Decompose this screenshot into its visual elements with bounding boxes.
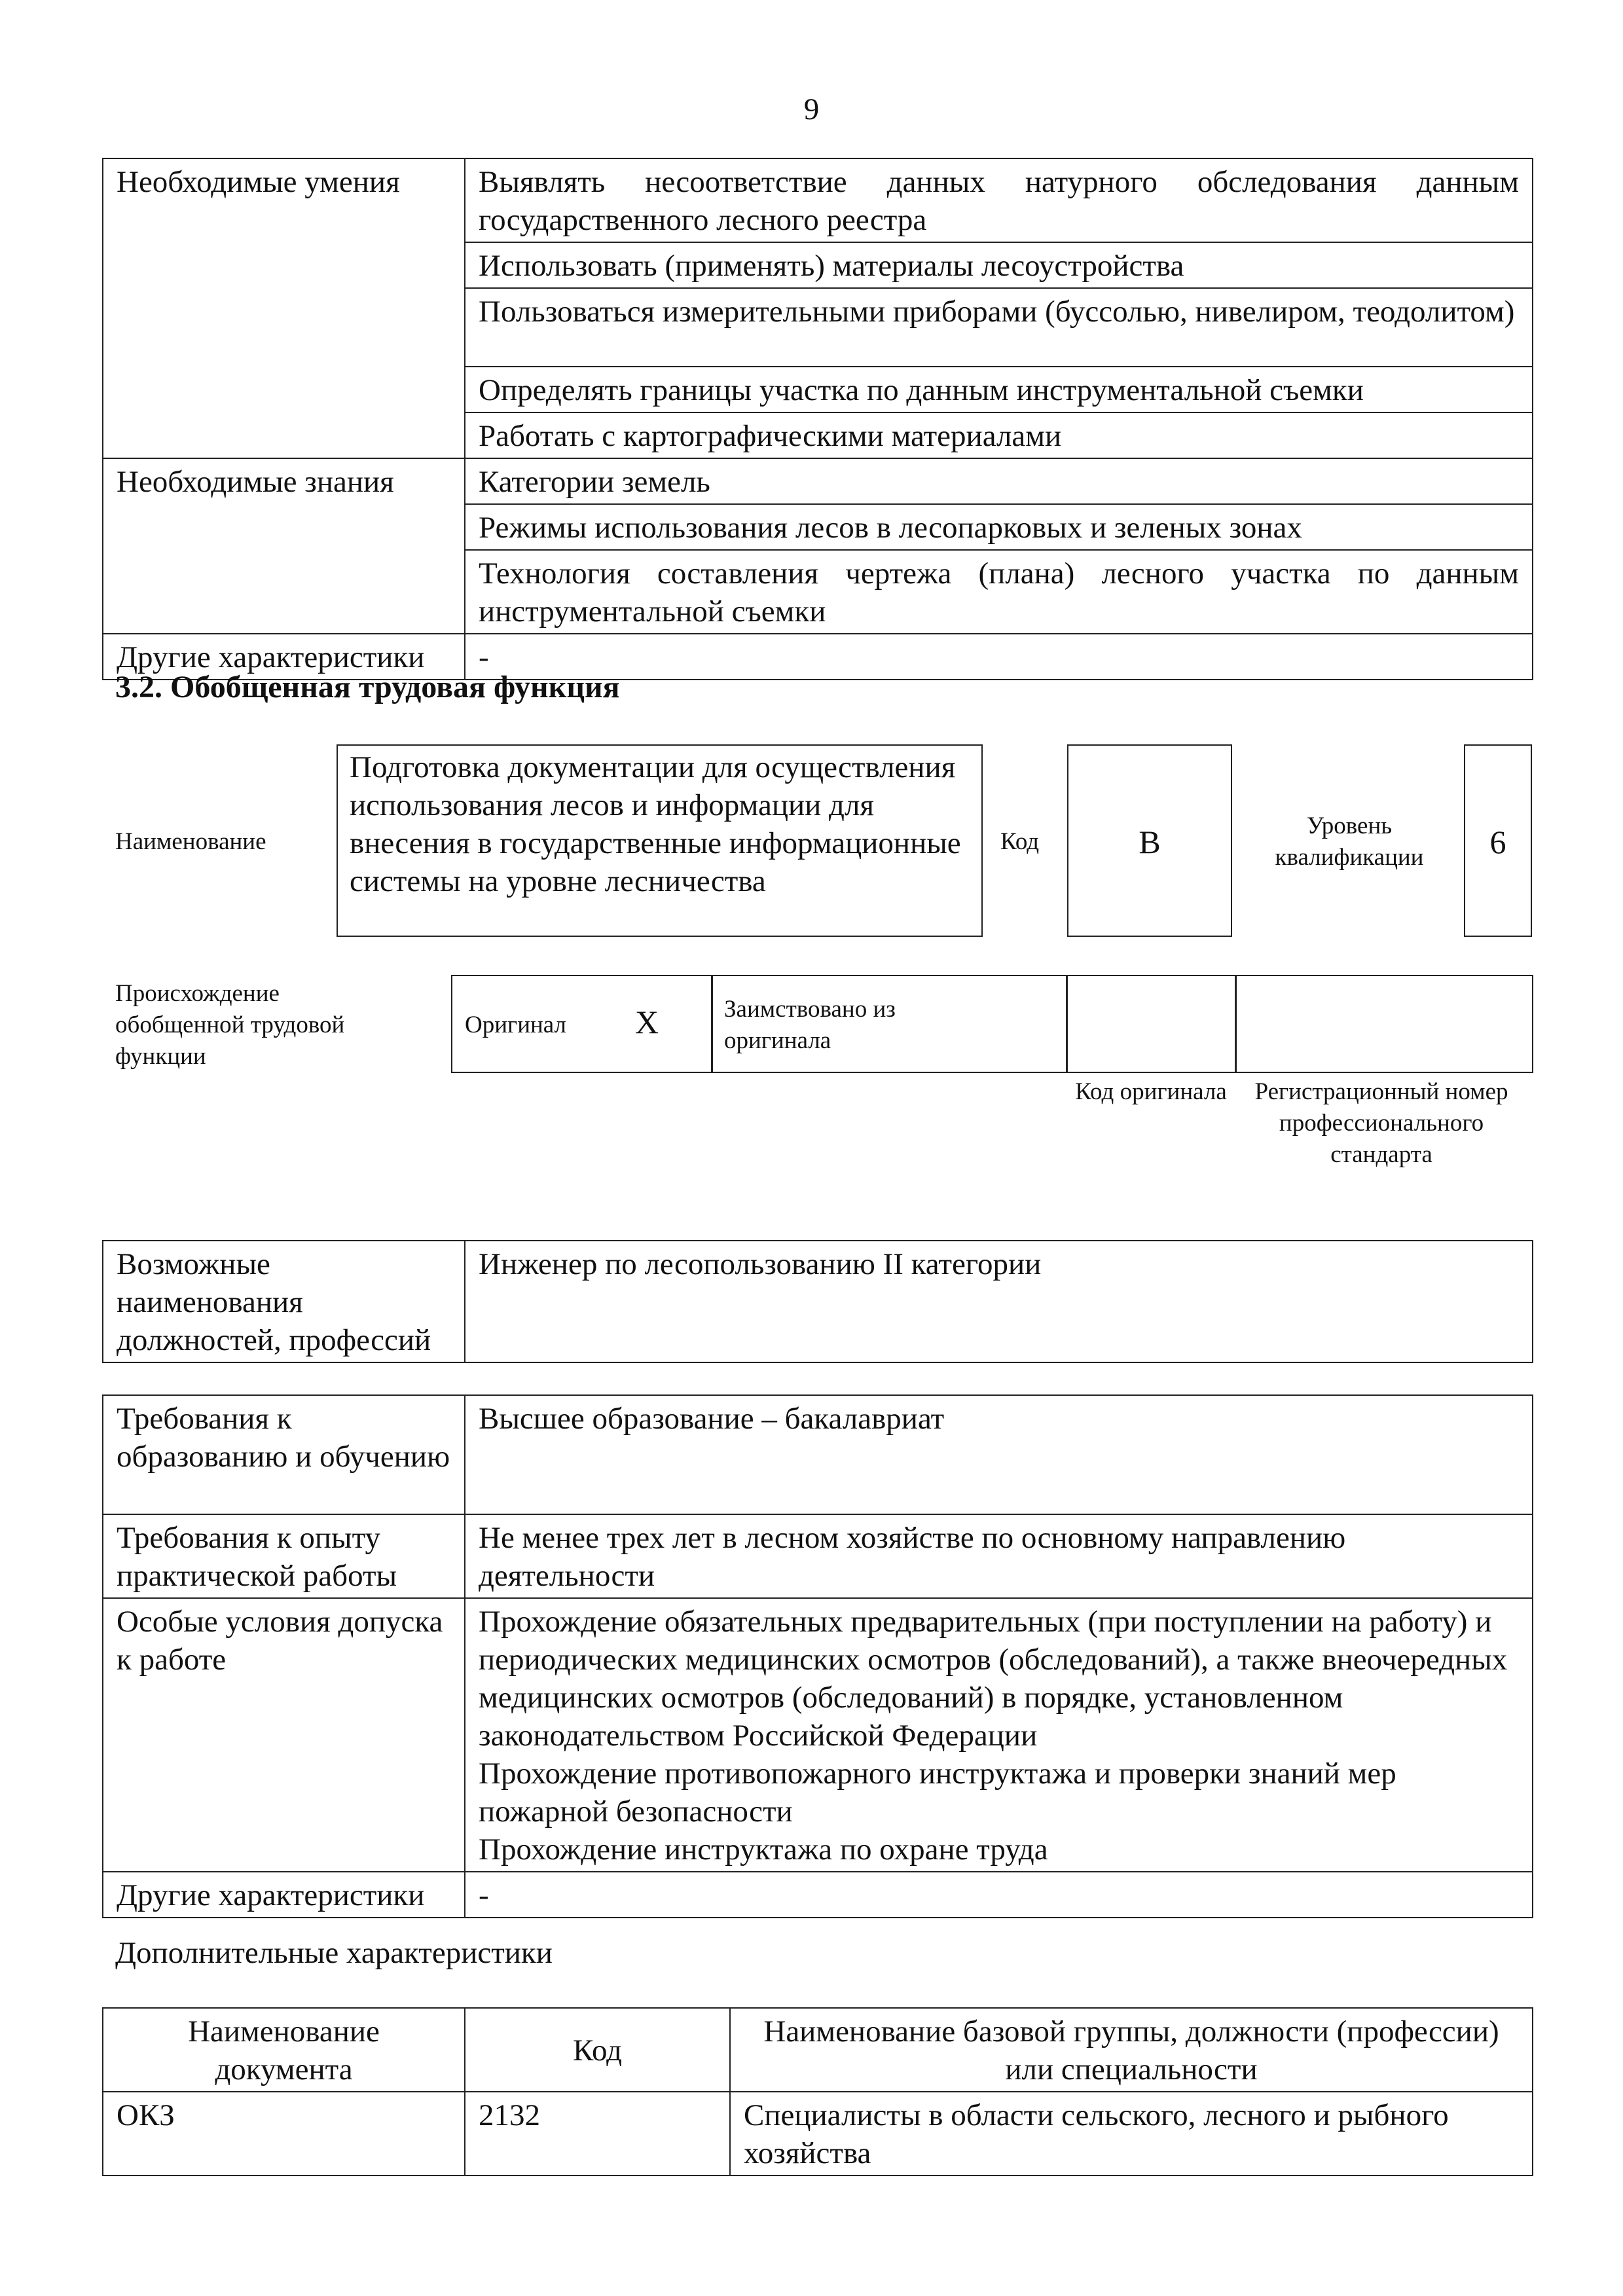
original-mark: X: [635, 1004, 659, 1040]
origin-divider: [1066, 975, 1068, 1073]
skills-label: Необходимые умения: [103, 158, 465, 458]
page-number: 9: [803, 92, 820, 126]
other-value: -: [465, 634, 1533, 680]
header-name: Наименование базовой группы, должности (профессии) или специальности: [730, 2008, 1533, 2092]
conditions-cell: [465, 1598, 1533, 1872]
condition-item: Прохождение инструктажа по охране труда: [479, 1832, 1048, 1867]
knowledge-label: Необходимые знания: [103, 458, 465, 634]
name-label: Наименование: [115, 828, 266, 855]
code-label: Код: [1000, 828, 1040, 855]
education-label: Требования к образованию и обучению: [103, 1395, 465, 1514]
experience-value: Не менее трех лет в лесном хозяйстве по основному направлению деятельности: [465, 1514, 1533, 1598]
additional-heading: Дополнительные характеристики: [115, 1936, 553, 1970]
knowledge-item: Технология составления чертежа (плана) лесного участка по данным инструментальной съемки: [465, 550, 1533, 634]
additional-table: [102, 2007, 1533, 2176]
skill-item: Определять границы участка по данным инструментальной съемки: [465, 367, 1533, 412]
other-label: Другие характеристики: [103, 634, 465, 680]
code-caption: Код оригинала: [1075, 1078, 1227, 1105]
origin-label: Происхождение обобщенной трудовой функции: [115, 980, 345, 1070]
education-value: Высшее образование – бакалавриат: [465, 1395, 1533, 1514]
conditions-label: Особые условия допуска к работе: [103, 1598, 465, 1872]
skill-item: Пользоваться измерительными приборами (буссолью, нивелиром, теодолитом): [465, 288, 1533, 367]
origin-divider: [711, 975, 713, 1073]
experience-label: Требования к опыту практической работы: [103, 1514, 465, 1598]
row-doc: ОКЗ: [103, 2092, 465, 2176]
knowledge-item: Категории земель: [465, 458, 1533, 504]
table-row: [103, 2092, 1533, 2176]
header-code: Код: [465, 2008, 730, 2092]
positions-value: Инженер по лесопользованию II категории: [465, 1241, 1533, 1362]
level-value: 6: [1489, 824, 1506, 860]
condition-item: Прохождение противопожарного инструктажа и проверки знаний мер пожарной безопасности: [479, 1757, 1396, 1829]
skill-item: Использовать (применять) материалы лесоустройства: [465, 242, 1533, 288]
requirements-table: [102, 1394, 1533, 1918]
skill-item: Выявлять несоответствие данных натурного обследования данным государственного лесного реестра: [465, 158, 1533, 242]
row-name: Специалисты в области сельского, лесного и рыбного хозяйства: [730, 2092, 1533, 2176]
row-code: 2132: [465, 2092, 730, 2176]
header-doc: Наименование документа: [103, 2008, 465, 2092]
origin-box: [451, 975, 1533, 1073]
original-label: Оригинал: [465, 1011, 567, 1038]
origin-divider: [1235, 975, 1237, 1073]
req-other-value: -: [465, 1872, 1533, 1918]
positions-table: [102, 1240, 1533, 1363]
knowledge-item: Режимы использования лесов в лесопарковых и зеленых зонах: [465, 504, 1533, 550]
reg-caption: Регистрационный номер профессионального стандарта: [1254, 1078, 1508, 1168]
condition-item: Прохождение обязательных предварительных (при поступлении на работу) и периодических медицинских осмотров (обследований), а также внеочередных медицинских осмотров (обследований) в порядке, установленном законодательством Российской Федерации: [479, 1605, 1508, 1753]
level-label: Уровень квалификации: [1275, 812, 1424, 871]
code-box: [1067, 744, 1232, 937]
positions-label: Возможные наименования должностей, профессий: [103, 1241, 465, 1362]
borrowed-label: Заимствовано из оригинала: [724, 996, 896, 1054]
function-name-value: Подготовка документации для осуществления использования лесов и информации для внесения в государственные информационные системы на уровне лесничества: [350, 750, 961, 898]
skills-knowledge-table: [102, 158, 1533, 680]
level-box: [1464, 744, 1532, 937]
skill-item: Работать с картографическими материалами: [465, 412, 1533, 458]
code-value: B: [1139, 824, 1161, 860]
section-heading: 3.2. Обобщенная трудовая функция: [115, 670, 620, 704]
req-other-label: Другие характеристики: [103, 1872, 465, 1918]
function-name-box: [337, 744, 983, 937]
